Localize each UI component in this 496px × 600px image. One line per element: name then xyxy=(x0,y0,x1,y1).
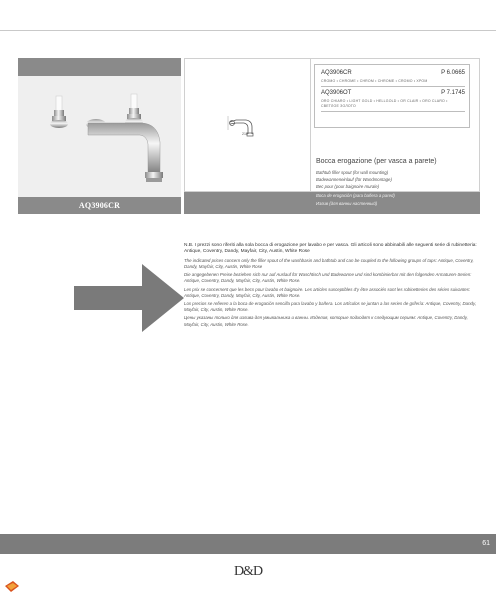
description-line-overlay: Излив (для ванны настенный) xyxy=(316,201,378,206)
variant-divider xyxy=(321,86,465,87)
description-line: Badewanneneinlauf (für Wandmontage) xyxy=(316,177,392,182)
variant-code: AQ3906OT xyxy=(321,90,352,96)
variant-code: AQ3906CR xyxy=(321,70,352,76)
footer-bar xyxy=(0,534,496,554)
brand-logo: D&D xyxy=(233,564,263,579)
variant-finishes: CROMO • CHROME • CHROM • CHROME • CROMO • ХРОМ xyxy=(321,79,428,83)
arrow-right-icon xyxy=(74,264,184,332)
notes-block xyxy=(184,243,480,330)
note-german: Die angegebenen Preise beziehen sich nur auf Auslauf für Waschtisch und Badewanne und sind kombinierbar mit den folgenden Armaturen-Serien: Antique, Coventry, Dandy, Mayfair, City, Austin, White Rose. xyxy=(184,272,472,284)
description-title: Bocca erogazione (per vasca a parete) xyxy=(316,158,437,165)
corner-tag-icon xyxy=(4,580,20,594)
description-line-overlay: Boca de erogación (para bañera a pared) xyxy=(316,193,395,198)
description-line: Bathtub filler spout (for wall mounting) xyxy=(316,170,389,175)
variant-finishes: ORO CHIARO • LIGHT GOLD • HELLGOLD • OR CLAIR • ORO CLARO • СВЕТЛОЕ ЗОЛОТО xyxy=(321,99,448,108)
variant-price: P 6.0665 xyxy=(441,70,465,76)
description-line: Bec pour (pour baignoire murale) xyxy=(316,184,380,189)
page-number: 61 xyxy=(482,540,490,547)
note-spanish: Los precios se refieren a la boca de erogación sencilla para lavabo y bañera. Los artículos se juntan a las series de grifería: Antique, Coventry, Dandy, Mayfair, City, Austin, White Rose. xyxy=(184,301,477,313)
note-italian: N.B. I prezzi sono riferiti alla sola bocca di erogazione per lavabo e per vasca. Gli articoli sono abbinabili alle seguenti serie di rubinetteria: Antique, Coventry, Dandy, Mayfair, City, Austin, White Rose xyxy=(184,243,477,255)
variant-price: P 7.1745 xyxy=(441,90,465,96)
faucet-illustration xyxy=(18,76,181,197)
spec-panel-divider xyxy=(310,58,311,192)
product-photo xyxy=(18,76,181,197)
spout-schematic xyxy=(186,60,308,190)
header-rule xyxy=(0,30,496,31)
photo-header-band xyxy=(18,58,181,76)
variant-divider xyxy=(321,111,465,112)
code-box xyxy=(314,64,470,128)
product-caption: AQ3906CR xyxy=(18,197,181,214)
note-english: The indicated prices concern only the filler spout of the washbasin and bathtub and can be coupled to the following groups of taps: Antique, Coventry, Dandy, Mayfair, City, Austin, White Rose xyxy=(184,257,474,270)
note-russian: Цены указаны только для излива для умывальника и ванны. Изделия, которые подходят к следующим сериям: Antique, Coventry, Dandy, Mayfair, City, Austin, White Rose. xyxy=(184,315,468,327)
note-french: Les prix se concernent que les becs pour lavabo et baignoire. Les articles susceptibles d'y être associés sont les robinetteries des séries suivantes: Antique, Coventry, Dandy, Mayfair, City, Austin, White Rose. xyxy=(184,286,471,298)
spout-drawing-icon xyxy=(186,60,308,190)
schematic-dimension: 210 xyxy=(242,132,248,136)
